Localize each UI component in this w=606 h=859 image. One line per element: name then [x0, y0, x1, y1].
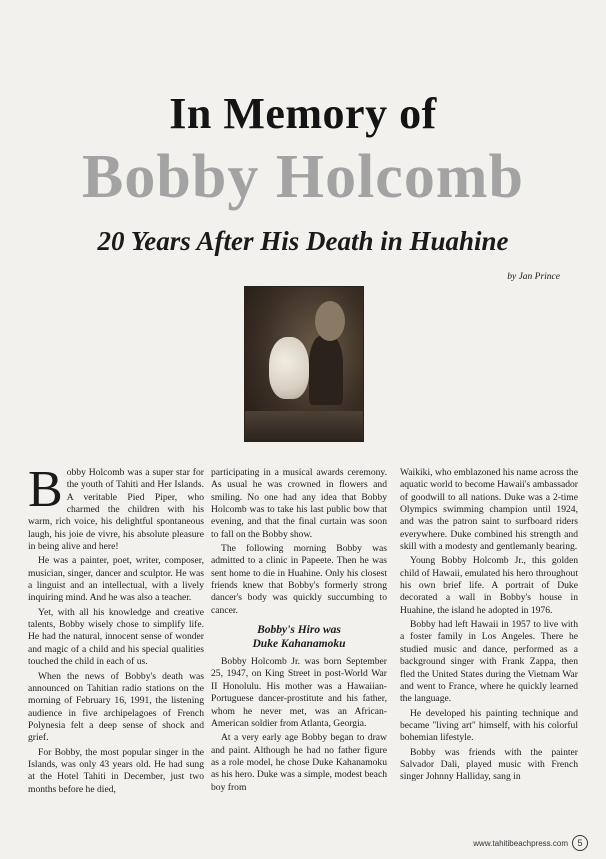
article-column-2 [211, 467, 387, 796]
photo-figure [309, 335, 343, 405]
article-column-1 [28, 461, 204, 798]
paragraph: Young Bobby Holcomb Jr., this golden child of Hawaii, emulated his hero throughout his own brief life. A portrait of Duke decorated a wall in Bobby's house in Huahine, the island he adopted in 1976. [400, 555, 578, 616]
paragraph: He was a painter, poet, writer, composer, musician, singer, dancer and sculptor. He was a linguist and an intellectual, with a lively inquiring mind. And he was also a teacher. [28, 555, 204, 604]
subheadline: 20 Years After His Death in Huahine [97, 226, 509, 256]
paragraph [28, 461, 204, 553]
headline-line1: In Memory of [169, 89, 437, 138]
section-heading [211, 623, 387, 651]
paragraph: Bobby Holcomb Jr. was born September 25, 1947, on King Street in post-World War II Honolulu. His mother was a Hawaiian-Portuguese dancer-prostitute and his father, whom he never met, was an African-American soldier from Atlanta, Georgia. [211, 656, 387, 729]
paragraph: Yet, with all his knowledge and creative talents, Bobby wisely chose to simplify life. He had the natural, innocent sense of wonder and magic of a child and his special qualities touched the child in each of us. [28, 606, 204, 668]
byline: by Jan Prince [507, 272, 560, 282]
portrait-photo [244, 286, 364, 442]
headline-line2: Bobby Holcomb [82, 143, 524, 211]
paragraph: For Bobby, the most popular singer in the Islands, was only 43 years old. He had sung at the Hotel Tahiti in December, just two months before he died, [28, 746, 204, 795]
photo-flower-lei [269, 337, 309, 399]
paragraph-text: obby Holcomb was a super star for the youth of Tahiti and Her Islands. A veritable Pied Piper, who charmed the children with his warm, rich voice, his delightful spontaneous laugh, his joie de vivre, his absolute pleasure in being alive and here! [28, 467, 204, 553]
paragraph: When the news of Bobby's death was announced on Tahitian radio stations on the morning of February 16, 1991, the listening audience in five archipelagoes of French Polynesia felt a deep sense of shock and grief. [28, 670, 204, 744]
page-number: 5 [572, 835, 588, 851]
paragraph: Bobby was friends with the painter Salvador Dali, played music with French singer Johnny Halliday, sang in [400, 746, 578, 783]
paragraph: Bobby had left Hawaii in 1957 to live with a foster family in Los Angeles. There he studied music and dance, performed as a background singer with Frank Zappa, then fled the United States during the Vietnam War and went to France, where he quickly learned the language. [400, 619, 578, 705]
page-footer [473, 835, 588, 851]
photo-hair [315, 301, 345, 341]
paragraph: The following morning Bobby was admitted to a clinic in Papeete. Then he was sent home to die in Huahine. Only his closest friends knew that Bobby's formerly strong dancer's body was quickly succumbing to cancer. [211, 543, 387, 616]
section-heading-line1: Bobby's Hiro was [257, 624, 341, 637]
paragraph: Waikiki, who emblazoned his name across the aquatic world to become Hawaii's ambassador of goodwill to all nations. Duke was a 2-time Olympics swimming champion until 1924, and was the patron saint to surfboard riders everywhere. Duke combined his strength and skill with a modesty and gentlemanly bearing. [400, 467, 578, 553]
article-column-3 [400, 467, 578, 786]
paragraph: participating in a musical awards ceremony. As usual he was crowned in flowers and smiling. No one had any idea that Bobby Holcomb was to take his last public bow that evening, and that the final curtain was soon to fall on the Bobby show. [211, 467, 387, 540]
footer-url: www.tahitibeachpress.com [473, 838, 568, 848]
paragraph: At a very early age Bobby began to draw and paint. Although he had no father figure as a role model, he chose Duke Kahanamoku as his hero. Duke was a simple, modest beach boy from [211, 732, 387, 793]
drop-cap: B [28, 461, 63, 518]
section-heading-line2: Duke Kahanamoku [252, 638, 346, 651]
photo-ground [245, 411, 363, 441]
paragraph: He developed his painting technique and became "living art" himself, with his colorful bohemian lifestyle. [400, 707, 578, 744]
